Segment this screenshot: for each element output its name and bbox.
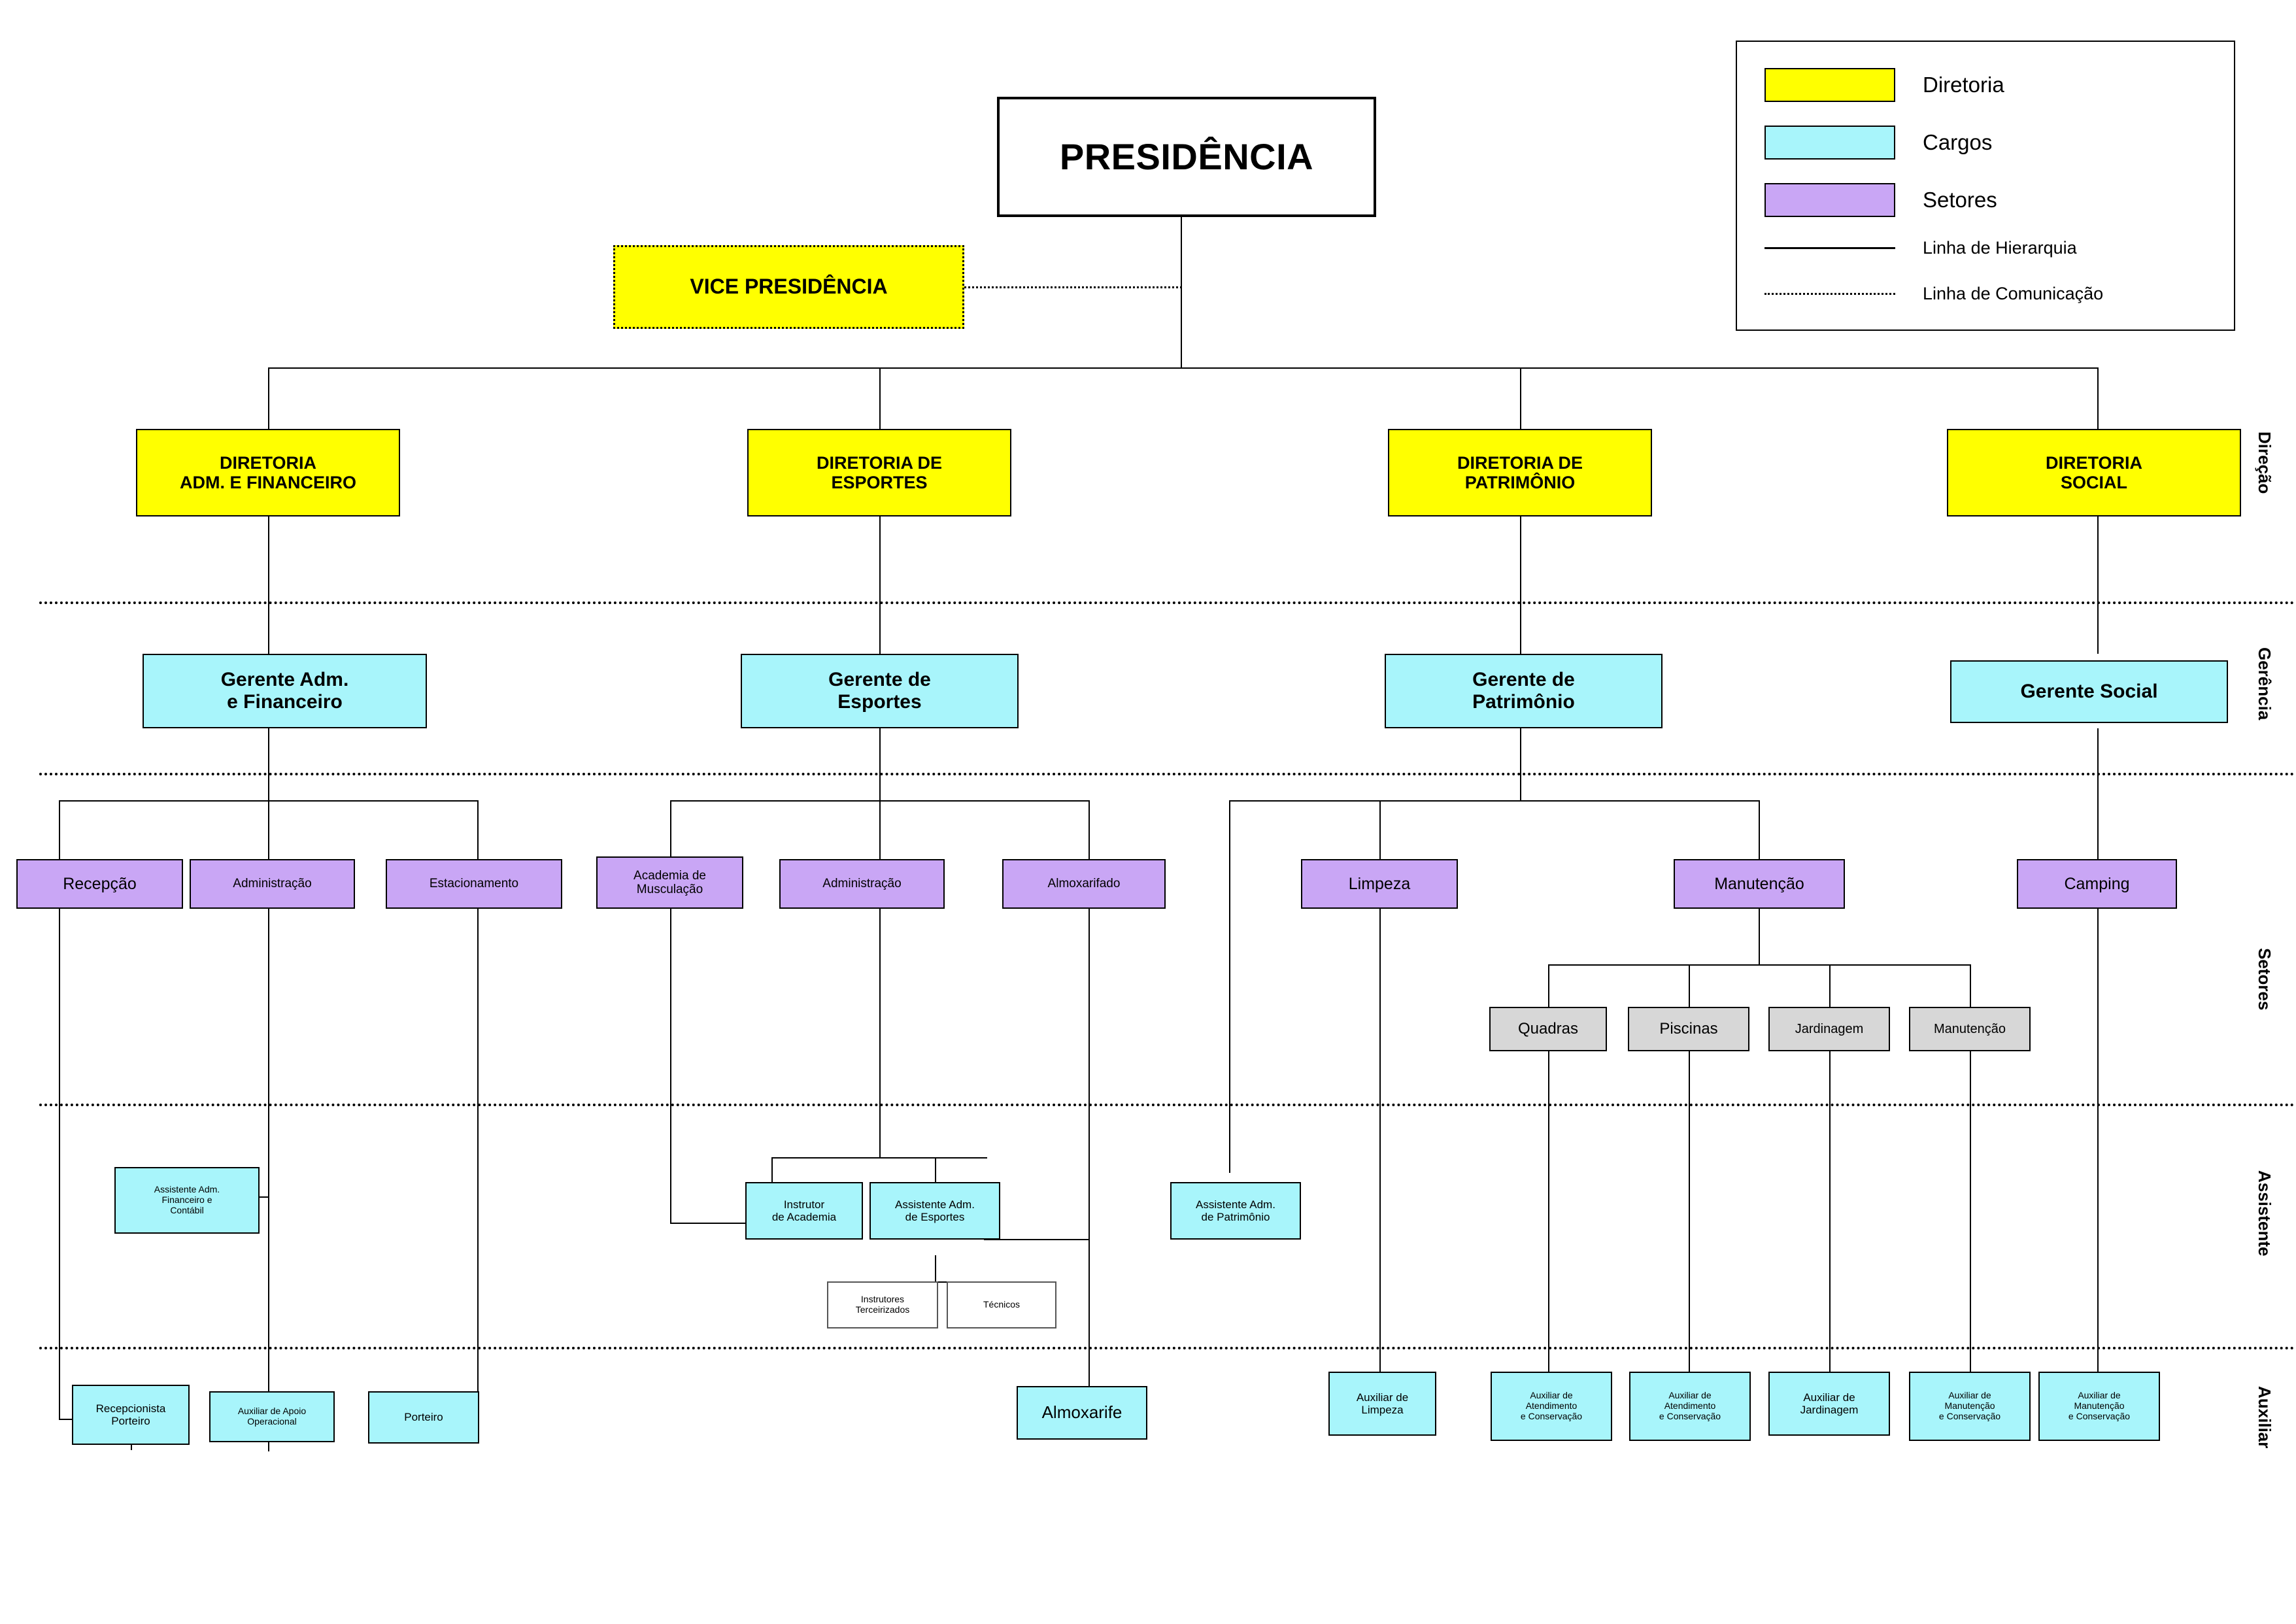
node-vice-presidencia[interactable]: [613, 245, 964, 329]
node-auxiliar-atendimento-quadras-line3: e Conservação: [1520, 1410, 1583, 1421]
node-tecnicos-label: Técnicos: [983, 1299, 1021, 1310]
node-subsetor-piscinas[interactable]: [1628, 1007, 1749, 1051]
line-piscinas-down: [1689, 1051, 1690, 1372]
line-assistesp-down: [935, 1255, 936, 1281]
line-drop-assist-patrimonio: [1229, 800, 1230, 1173]
line-adm1-down: [268, 909, 269, 1196]
legend-swatch-diretoria: [1764, 68, 1895, 102]
node-assistente-adm-esportes-line1: Assistente Adm.: [895, 1198, 975, 1211]
side-label-setores: Setores: [2255, 948, 2274, 1011]
node-auxiliar-atendimento-piscinas[interactable]: [1629, 1372, 1751, 1441]
legend-label-comunicacao: Linha de Comunicação: [1923, 284, 2104, 303]
node-subsetor-quadras[interactable]: [1489, 1007, 1607, 1051]
line-drop-limpeza: [1379, 800, 1381, 859]
node-setor-manutencao-label: Manutenção: [1714, 875, 1804, 893]
line-drop-dir-2: [879, 367, 881, 429]
legend-item-cargos: [1764, 126, 1992, 160]
legend-label-hierarquia: Linha de Hierarquia: [1923, 238, 2077, 258]
node-auxiliar-atendimento-piscinas-line3: e Conservação: [1659, 1410, 1721, 1421]
node-setor-estacionamento-label: Estacionamento: [429, 877, 519, 891]
line-drop-academia: [670, 800, 671, 859]
legend-item-comunicacao: [1764, 284, 2103, 304]
node-auxiliar-limpeza-line1: Auxiliar de: [1356, 1391, 1409, 1404]
node-auxiliar-manutencao-manutencao-line2: Manutenção: [1944, 1400, 1995, 1412]
node-setor-administracao-adm-label: Administração: [233, 877, 312, 891]
node-auxiliar-manutencao-manutencao[interactable]: [1909, 1372, 2031, 1441]
legend-line-solid-icon: [1764, 247, 1895, 249]
line-dir2-gerente: [879, 516, 881, 654]
line-drop-quadras: [1548, 964, 1549, 1007]
legend-swatch-cargos: [1764, 126, 1895, 160]
side-label-direcao: Direção: [2255, 431, 2274, 494]
legend-label-cargos: Cargos: [1923, 130, 1993, 154]
node-setor-camping[interactable]: [2017, 859, 2177, 909]
node-presidencia[interactable]: [997, 97, 1376, 217]
node-tecnicos[interactable]: [947, 1281, 1056, 1328]
node-gerente-patrimonio-line1: Gerente de: [1472, 669, 1575, 691]
line-limpeza-down: [1379, 909, 1381, 1373]
node-auxiliar-atendimento-piscinas-line2: Atendimento: [1664, 1400, 1716, 1412]
node-gerente-patrimonio[interactable]: [1385, 654, 1663, 728]
node-auxiliar-atendimento-quadras[interactable]: [1491, 1372, 1612, 1441]
side-label-gerencia: Gerência: [2255, 647, 2274, 720]
line-dir4-gerente: [2097, 516, 2099, 654]
legend: [1736, 41, 2235, 331]
node-auxiliar-limpeza-line2: Limpeza: [1361, 1404, 1404, 1416]
node-auxiliar-apoio-operacional[interactable]: [209, 1391, 335, 1442]
node-almoxarife-label: Almoxarife: [1041, 1402, 1123, 1423]
node-assistente-adm-esportes[interactable]: [869, 1182, 1000, 1240]
node-gerente-adm-financeiro-line2: e Financeiro: [227, 691, 343, 713]
node-porteiro-label: Porteiro: [404, 1411, 443, 1424]
node-auxiliar-jardinagem-line2: Jardinagem: [1800, 1404, 1859, 1416]
node-instrutor-academia[interactable]: [745, 1182, 863, 1240]
line-drop-estacionamento: [477, 800, 479, 859]
node-diretoria-social-line1: DIRETORIA: [2045, 452, 2142, 473]
node-recepcionista-porteiro[interactable]: [72, 1385, 190, 1445]
legend-label-diretoria: Diretoria: [1923, 73, 2004, 97]
line-vice-comm: [964, 286, 1182, 288]
node-diretoria-patrimonio-line2: PATRIMÔNIO: [1464, 473, 1576, 492]
node-gerente-social-label: Gerente Social: [2020, 681, 2158, 703]
node-vice-presidencia-label: VICE PRESIDÊNCIA: [690, 275, 888, 299]
band-divider-assistente: [39, 1347, 2296, 1349]
node-instrutor-academia-line1: Instrutor: [783, 1198, 825, 1211]
line-dir3-gerente: [1520, 516, 1521, 654]
line-pres-down: [1181, 217, 1182, 367]
node-setor-recepcao[interactable]: [16, 859, 183, 909]
line-drop-almoxarifado: [1089, 800, 1090, 859]
line-drop-recepcao: [59, 800, 60, 859]
node-subsetor-piscinas-label: Piscinas: [1659, 1019, 1718, 1038]
line-ger3-down: [1520, 728, 1521, 800]
node-setor-administracao-esportes-label: Administração: [822, 877, 902, 891]
node-auxiliar-jardinagem[interactable]: [1768, 1372, 1890, 1436]
node-auxiliar-manutencao-camping-line2: Manutenção: [2074, 1400, 2125, 1412]
legend-line-dotted-icon: [1764, 293, 1895, 295]
node-assistente-adm-financeiro-line3: Contábil: [170, 1204, 204, 1215]
node-diretoria-esportes[interactable]: [747, 429, 1011, 516]
line-drop-camping: [2097, 728, 2099, 859]
node-setor-recepcao-label: Recepção: [63, 875, 137, 893]
node-presidencia-label: PRESIDÊNCIA: [1059, 135, 1314, 177]
node-almoxarife[interactable]: [1017, 1386, 1147, 1440]
node-auxiliar-apoio-operacional-line1: Auxiliar de Apoio: [237, 1406, 307, 1417]
node-auxiliar-manutencao-camping-line3: e Conservação: [2068, 1410, 2131, 1421]
node-gerente-adm-financeiro-line1: Gerente Adm.: [220, 669, 349, 691]
line-almoxarifado-down: [1089, 909, 1090, 1412]
line-dir1-gerente: [268, 516, 269, 654]
node-assistente-adm-patrimonio-line2: de Patrimônio: [1201, 1211, 1270, 1223]
node-diretoria-adm-financeiro[interactable]: [136, 429, 400, 516]
line-bus-subsetores: [1548, 964, 1970, 966]
line-drop-manutencao-sub: [1970, 964, 1971, 1007]
node-auxiliar-manutencao-manutencao-line3: e Conservação: [1938, 1410, 2001, 1421]
node-setor-almoxarifado-label: Almoxarifado: [1047, 877, 1121, 891]
node-setor-administracao-esportes[interactable]: [779, 859, 945, 909]
node-auxiliar-jardinagem-line1: Auxiliar de: [1803, 1391, 1855, 1404]
node-subsetor-manutencao[interactable]: [1909, 1007, 2031, 1051]
node-gerente-social[interactable]: [1950, 660, 2228, 723]
side-label-auxiliar: Auxiliar: [2255, 1386, 2274, 1449]
node-recepcionista-porteiro-line2: Porteiro: [111, 1415, 150, 1427]
node-diretoria-adm-financeiro-line1: DIRETORIA: [219, 452, 316, 473]
legend-item-diretoria: [1764, 68, 2004, 102]
node-porteiro[interactable]: [368, 1391, 479, 1444]
node-assistente-adm-patrimonio-line1: Assistente Adm.: [1196, 1198, 1275, 1211]
node-setor-administracao-adm[interactable]: [190, 859, 355, 909]
node-auxiliar-atendimento-piscinas-line1: Auxiliar de: [1668, 1390, 1712, 1401]
node-instrutores-terceirizados-line2: Terceirizados: [855, 1304, 910, 1315]
node-assistente-adm-financeiro-line2: Financeiro e: [161, 1194, 212, 1206]
line-manut-down: [1759, 909, 1760, 964]
line-camping-down: [2097, 909, 2099, 1373]
node-auxiliar-apoio-operacional-line2: Operacional: [247, 1416, 297, 1427]
line-academia-down: [670, 909, 671, 1223]
band-divider-gerencia: [39, 773, 2296, 775]
node-setor-limpeza[interactable]: [1301, 859, 1458, 909]
node-auxiliar-limpeza[interactable]: [1328, 1372, 1436, 1436]
node-assistente-adm-financeiro[interactable]: [114, 1167, 260, 1234]
line-bus-diretorias: [268, 367, 2099, 369]
line-jardinagem-down: [1829, 1051, 1831, 1372]
band-divider-setores: [39, 1104, 2296, 1106]
node-setor-academia[interactable]: [596, 856, 743, 909]
node-instrutores-terceirizados-line1: Instrutores: [860, 1294, 905, 1305]
legend-label-setores: Setores: [1923, 188, 1997, 212]
node-diretoria-patrimonio-line1: DIRETORIA DE: [1457, 452, 1583, 473]
node-recepcionista-porteiro-line1: Recepcionista: [95, 1402, 166, 1415]
line-drop-manutencao: [1759, 800, 1760, 859]
node-subsetor-jardinagem[interactable]: [1768, 1007, 1890, 1051]
node-auxiliar-atendimento-quadras-line1: Auxiliar de: [1530, 1390, 1573, 1401]
side-label-assistente: Assistente: [2255, 1170, 2274, 1257]
line-bus-assist-esportes: [771, 1157, 987, 1159]
line-drop-dir-4: [2097, 367, 2099, 429]
legend-item-setores: [1764, 183, 1997, 217]
line-ger2-down: [879, 728, 881, 800]
node-diretoria-social[interactable]: [1947, 429, 2241, 516]
node-setor-estacionamento[interactable]: [386, 859, 562, 909]
node-gerente-esportes-line2: Esportes: [837, 691, 922, 713]
node-diretoria-adm-financeiro-line2: ADM. E FINANCEIRO: [180, 473, 356, 492]
line-quadras-down: [1548, 1051, 1549, 1372]
line-bus-setores-3: [1229, 800, 1759, 802]
line-ger1-down: [268, 728, 269, 800]
node-subsetor-jardinagem-label: Jardinagem: [1795, 1021, 1864, 1036]
node-diretoria-social-line2: SOCIAL: [2060, 473, 2127, 492]
node-setor-manutencao[interactable]: [1674, 859, 1845, 909]
node-setor-camping-label: Camping: [2064, 875, 2130, 893]
line-drop-administracao1: [268, 800, 269, 859]
node-gerente-patrimonio-line2: Patrimônio: [1472, 691, 1575, 713]
node-diretoria-patrimonio[interactable]: [1388, 429, 1652, 516]
legend-swatch-setores: [1764, 183, 1895, 217]
legend-item-hierarquia: [1764, 238, 2077, 258]
band-divider-direcao: [39, 601, 2296, 604]
line-drop-dir-1: [268, 367, 269, 429]
node-auxiliar-manutencao-camping-line1: Auxiliar de: [2078, 1390, 2121, 1401]
node-assistente-adm-esportes-line2: de Esportes: [905, 1211, 965, 1223]
node-gerente-adm-financeiro[interactable]: [143, 654, 427, 728]
node-diretoria-esportes-line2: ESPORTES: [831, 473, 928, 492]
node-assistente-adm-patrimonio[interactable]: [1170, 1182, 1301, 1240]
node-setor-academia-line2: Musculação: [636, 883, 703, 896]
node-gerente-esportes-line1: Gerente de: [828, 669, 931, 691]
node-instrutores-terceirizados[interactable]: [827, 1281, 938, 1328]
node-auxiliar-manutencao-manutencao-line1: Auxiliar de: [1948, 1390, 1991, 1401]
node-auxiliar-manutencao-camping[interactable]: [2038, 1372, 2160, 1441]
line-adm2-down: [879, 909, 881, 1157]
node-instrutor-academia-line2: de Academia: [771, 1211, 837, 1223]
line-drop-jardinagem: [1829, 964, 1831, 1007]
node-diretoria-esportes-line1: DIRETORIA DE: [816, 452, 943, 473]
line-drop-administracao2: [879, 800, 881, 859]
node-auxiliar-atendimento-quadras-line2: Atendimento: [1525, 1400, 1578, 1412]
node-setor-almoxarifado[interactable]: [1002, 859, 1166, 909]
line-estac-down: [477, 909, 479, 1432]
node-assistente-adm-financeiro-line1: Assistente Adm.: [154, 1184, 220, 1195]
line-drop-piscinas: [1689, 964, 1690, 1007]
line-recepcao-down: [59, 909, 60, 1419]
node-gerente-esportes[interactable]: [741, 654, 1019, 728]
node-setor-limpeza-label: Limpeza: [1348, 875, 1411, 893]
node-subsetor-manutencao-label: Manutenção: [1933, 1021, 2006, 1036]
node-subsetor-quadras-label: Quadras: [1517, 1019, 1579, 1038]
line-drop-dir-3: [1520, 367, 1521, 429]
node-setor-academia-line1: Academia de: [633, 868, 706, 883]
line-manutsub-down: [1970, 1051, 1971, 1372]
